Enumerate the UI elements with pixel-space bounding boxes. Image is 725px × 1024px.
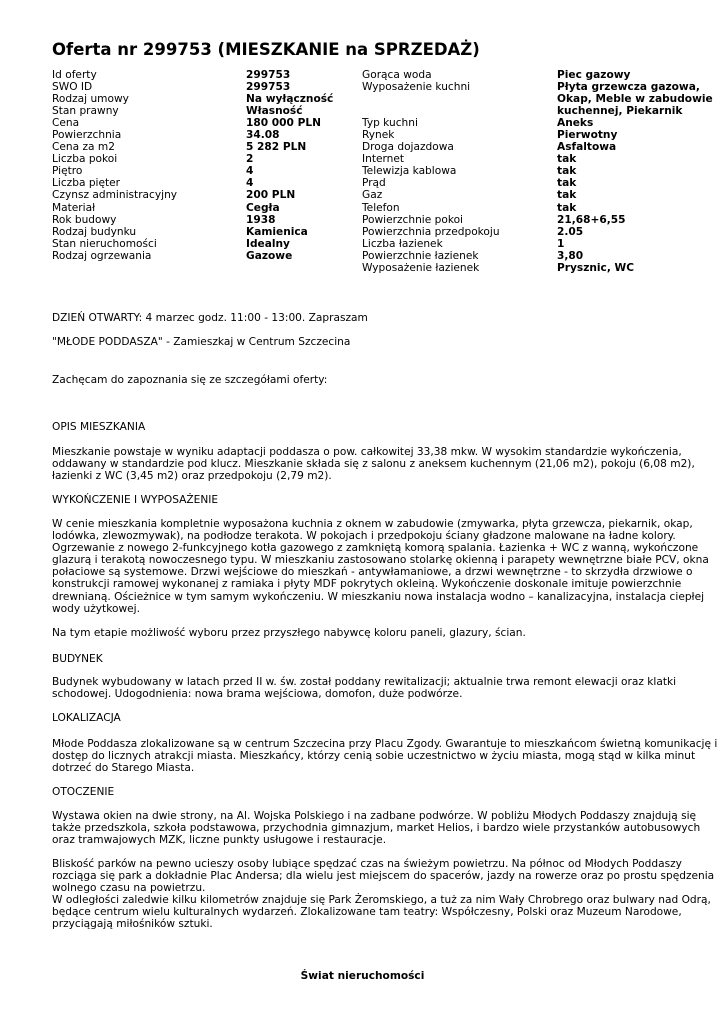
lokalizacja-paragraph (52, 738, 717, 774)
details-left-values (246, 69, 333, 262)
section-heading-lokalizacja: LOKALIZACJA (52, 712, 121, 724)
paragraph-line: będące centrum wielu kulturalnych wydarzeń. Zlokalizowane tam teatry: Współczesny, Polski oraz Muzeum Narodowe, (52, 906, 682, 919)
detail-value: tak (557, 153, 577, 166)
paragraph-line: Wystawa okien na dwie strony, na Al. Wojska Polskiego i na zadbane podwórze. W pobliżu Młodych Poddaszy znajdują się (52, 810, 697, 822)
detail-value: 21,68+6,55 (557, 213, 626, 226)
open-day-text: DZIEŃ OTWARTY: 4 marzec godz. 11:00 - 13:00. Zapraszam (52, 312, 368, 324)
paragraph-line: przyciągają miłośników sztuki. (52, 918, 213, 931)
detail-value: Pierwotny (557, 129, 618, 142)
detail-value: Okap, Meble w zabudowie (557, 93, 713, 106)
paragraph-line: Ogrzewanie z nowego 2-funkcyjnego kotła gazowego z zamkniętą komorą spalania. Łazienka + WC z wanną, wykończone (52, 542, 699, 555)
paragraph-line: Bliskość parków na pewno ucieszy osoby lubiące spędzać czas na świeżym powietrzu. Na północ od Młodych Poddaszy (52, 858, 682, 870)
detail-value: tak (557, 201, 577, 214)
detail-label: Rodzaj umowy (52, 93, 129, 106)
detail-value: Cegła (246, 201, 280, 214)
detail-value: 4 (246, 177, 254, 190)
detail-spacer (362, 93, 500, 105)
detail-value: 2.05 (557, 225, 584, 238)
detail-value: Asfaltowa (557, 141, 617, 154)
detail-label: Stan nieruchomości (52, 237, 157, 250)
otoczenie-paragraph (52, 810, 700, 846)
budynek-paragraph (52, 676, 676, 700)
detail-value: tak (557, 177, 577, 190)
paragraph-line: wolnego czasu na powietrzu. (52, 882, 206, 895)
paragraph-line: W odległości zaledwie kilku kilometrów znajduje się Park Żeromskiego, a tuż za nim Wały Chrobrego oraz bulwary nad Odrą, (52, 894, 711, 907)
detail-label: Stan prawny (52, 105, 119, 118)
detail-label: Telewizja kablowa (362, 165, 457, 178)
paragraph-line: Budynek wybudowany w latach przed II w. św. został poddany rewitalizacji; aktualnie trwa remont elewacji oraz klatki (52, 676, 677, 688)
detail-label: Liczba pięter (52, 177, 121, 190)
detail-value: tak (557, 165, 577, 178)
paragraph-line: Młode Poddasza zlokalizowane są w centrum Szczecina przy Placu Zgody. Gwarantuje to mieszkańcom świetną komunikację i (52, 738, 718, 750)
detail-label: Powierzchnie łazienek (362, 249, 479, 262)
detail-label: Rynek (362, 129, 395, 142)
detail-label: Liczba łazienek (362, 237, 443, 250)
paragraph-line: wody użytkowej. (52, 602, 140, 615)
detail-label: Rodzaj ogrzewania (52, 249, 152, 262)
footer-agency-name: Świat nieruchomości (300, 970, 425, 982)
tagline-text: "MŁODE PODDASZA" - Zamieszkaj w Centrum Szczecina (52, 336, 351, 348)
detail-value: 3,80 (557, 249, 584, 262)
detail-label: Telefon (362, 201, 400, 214)
detail-value: 1 (557, 237, 565, 250)
wybor-text: Na tym etapie możliwość wyboru przez przyszłego nabywcę koloru paneli, glazury, ścian. (52, 627, 526, 639)
paragraph-line: oraz tramwajowych MZK, liczne punkty usługowe i restauracje. (52, 834, 387, 847)
detail-value: Aneks (557, 117, 594, 130)
detail-value: Idealny (246, 237, 290, 250)
parki-paragraph (52, 858, 714, 931)
detail-label: Liczba pokoi (52, 153, 118, 166)
detail-label: Internet (362, 153, 405, 166)
paragraph-line: lodówka, zlewozmywak), na podłodze terakota. W pokojach i przedpokoju ściany gładzone malowane na ładne kolory. (52, 530, 676, 543)
paragraph-line: W cenie mieszkania kompletnie wyposażona kuchnia z oknem w zabudowie (zmywarka, płyta grzewcza, piekarnik, okap, (52, 518, 693, 530)
detail-label: Powierzchnia (52, 129, 122, 142)
paragraph-line: rozciąga się park a dokładnie Plac Andersa; dla wielu jest miejscem do spacerów, jazdy na rowerze oraz po prostu spędzenia (52, 870, 715, 883)
detail-label: Piętro (52, 165, 83, 178)
paragraph-line: schodowej. Udogodnienia: nowa brama wejściowa, domofon, duże podwórze. (52, 688, 463, 701)
detail-label: Powierzchnia przedpokoju (362, 225, 500, 238)
details-left-labels (52, 69, 177, 262)
section-heading-otoczenie: OTOCZENIE (52, 786, 115, 798)
detail-value: Na wyłączność (246, 93, 334, 106)
invite-text: Zachęcam do zapoznania się ze szczegółami oferty: (52, 374, 328, 386)
detail-value: Własność (246, 105, 303, 118)
section-heading-wykonczenie: WYKOŃCZENIE I WYPOSAŻENIE (52, 494, 219, 506)
section-heading-opis: OPIS MIESZKANIA (52, 421, 146, 433)
detail-label: Rodzaj budynku (52, 225, 137, 238)
detail-label: Id oferty (52, 69, 97, 81)
detail-label: Gaz (362, 189, 383, 202)
paragraph-line: dotrzeć do Starego Miasta. (52, 762, 195, 775)
detail-value: 34.08 (246, 129, 280, 142)
detail-label: Cena (52, 117, 80, 130)
detail-value: 4 (246, 165, 254, 178)
paragraph-line: dostęp do licznych atrakcji miasta. Mieszkańcy, którzy cenią sobie uczestnictwo w życiu miasta, mogą stąd w kilka minut (52, 750, 696, 763)
paragraph-line: oddawany w standardzie pod klucz. Mieszkanie składa się z salonu z aneksem kuchennym (21,06 m2), pokoju (6,08 m2), (52, 458, 695, 471)
details-right-values (557, 69, 713, 274)
detail-label: Wyposażenie kuchni (362, 81, 471, 94)
paragraph-line: konstrukcji ramowej wykonanej z ramiaka i płyty MDF pokrytych okleiną. Wykończenie doskonale imituje powierzchnie (52, 578, 682, 591)
detail-value: Prysznic, WC (557, 261, 634, 274)
detail-label: Rok budowy (52, 213, 117, 226)
detail-value: kuchennej, Piekarnik (557, 105, 683, 118)
detail-value: 1938 (246, 213, 276, 226)
detail-label: Gorąca woda (362, 69, 432, 81)
detail-label: Cena za m2 (52, 141, 115, 154)
detail-value: Kamienica (246, 225, 308, 238)
detail-label: Wyposażenie łazienek (362, 261, 480, 274)
details-right-labels (362, 69, 500, 274)
detail-value: 299753 (246, 69, 291, 81)
detail-label: Materiał (52, 201, 96, 214)
paragraph-line: łazienki z WC (3,45 m2) oraz przedpokoju (2,79 m2). (52, 470, 332, 483)
detail-spacer (362, 105, 500, 117)
section-heading-budynek: BUDYNEK (52, 653, 103, 665)
paragraph-line: drewnianą. Ościeżnice w tym samym wykończeniu. W mieszkaniu nowa instalacja wodno – kanalizacyjna, instalacja ciepłej (52, 590, 705, 603)
detail-label: Droga dojazdowa (362, 141, 454, 154)
detail-value: Gazowe (246, 249, 293, 262)
detail-label: Czynsz administracyjny (52, 189, 178, 202)
detail-value: 2 (246, 153, 254, 166)
detail-label: Powierzchnie pokoi (362, 213, 464, 226)
page-title: Oferta nr 299753 (MIESZKANIE na SPRZEDAŻ) (52, 40, 480, 59)
paragraph-line: Mieszkanie powstaje w wyniku adaptacji poddasza o pow. całkowitej 33,38 mkw. W wysokim standardzie wykończenia, (52, 446, 682, 458)
detail-value: 5 282 PLN (246, 141, 307, 154)
opis-paragraph (52, 446, 695, 482)
paragraph-line: połaciowe są systemowe. Drzwi wejściowe do mieszkań - antywłamaniowe, a drzwi wewnętrzne - to skrzydła drzwiowe o (52, 566, 693, 579)
paragraph-line: glazurą i terakotą nowoczesnego typu. W mieszkaniu zastosowano stolarkę okienną i parapety wewnętrzne białe PCV, okna (52, 554, 709, 567)
detail-value: 299753 (246, 81, 291, 94)
detail-value: 200 PLN (246, 189, 296, 202)
detail-label: SWO ID (52, 81, 93, 94)
detail-value: Piec gazowy (557, 69, 631, 81)
wykonczenie-paragraph (52, 518, 709, 615)
detail-value: 180 000 PLN (246, 117, 321, 130)
detail-value: Płyta grzewcza gazowa, (557, 81, 700, 94)
paragraph-line: także przedszkola, szkoła podstawowa, przychodnia gimnazjum, market Helios, i bardzo wiele przystanków autobusowych (52, 822, 701, 835)
detail-value: tak (557, 189, 577, 202)
detail-label: Typ kuchni (362, 117, 418, 130)
detail-label: Prąd (362, 177, 386, 190)
